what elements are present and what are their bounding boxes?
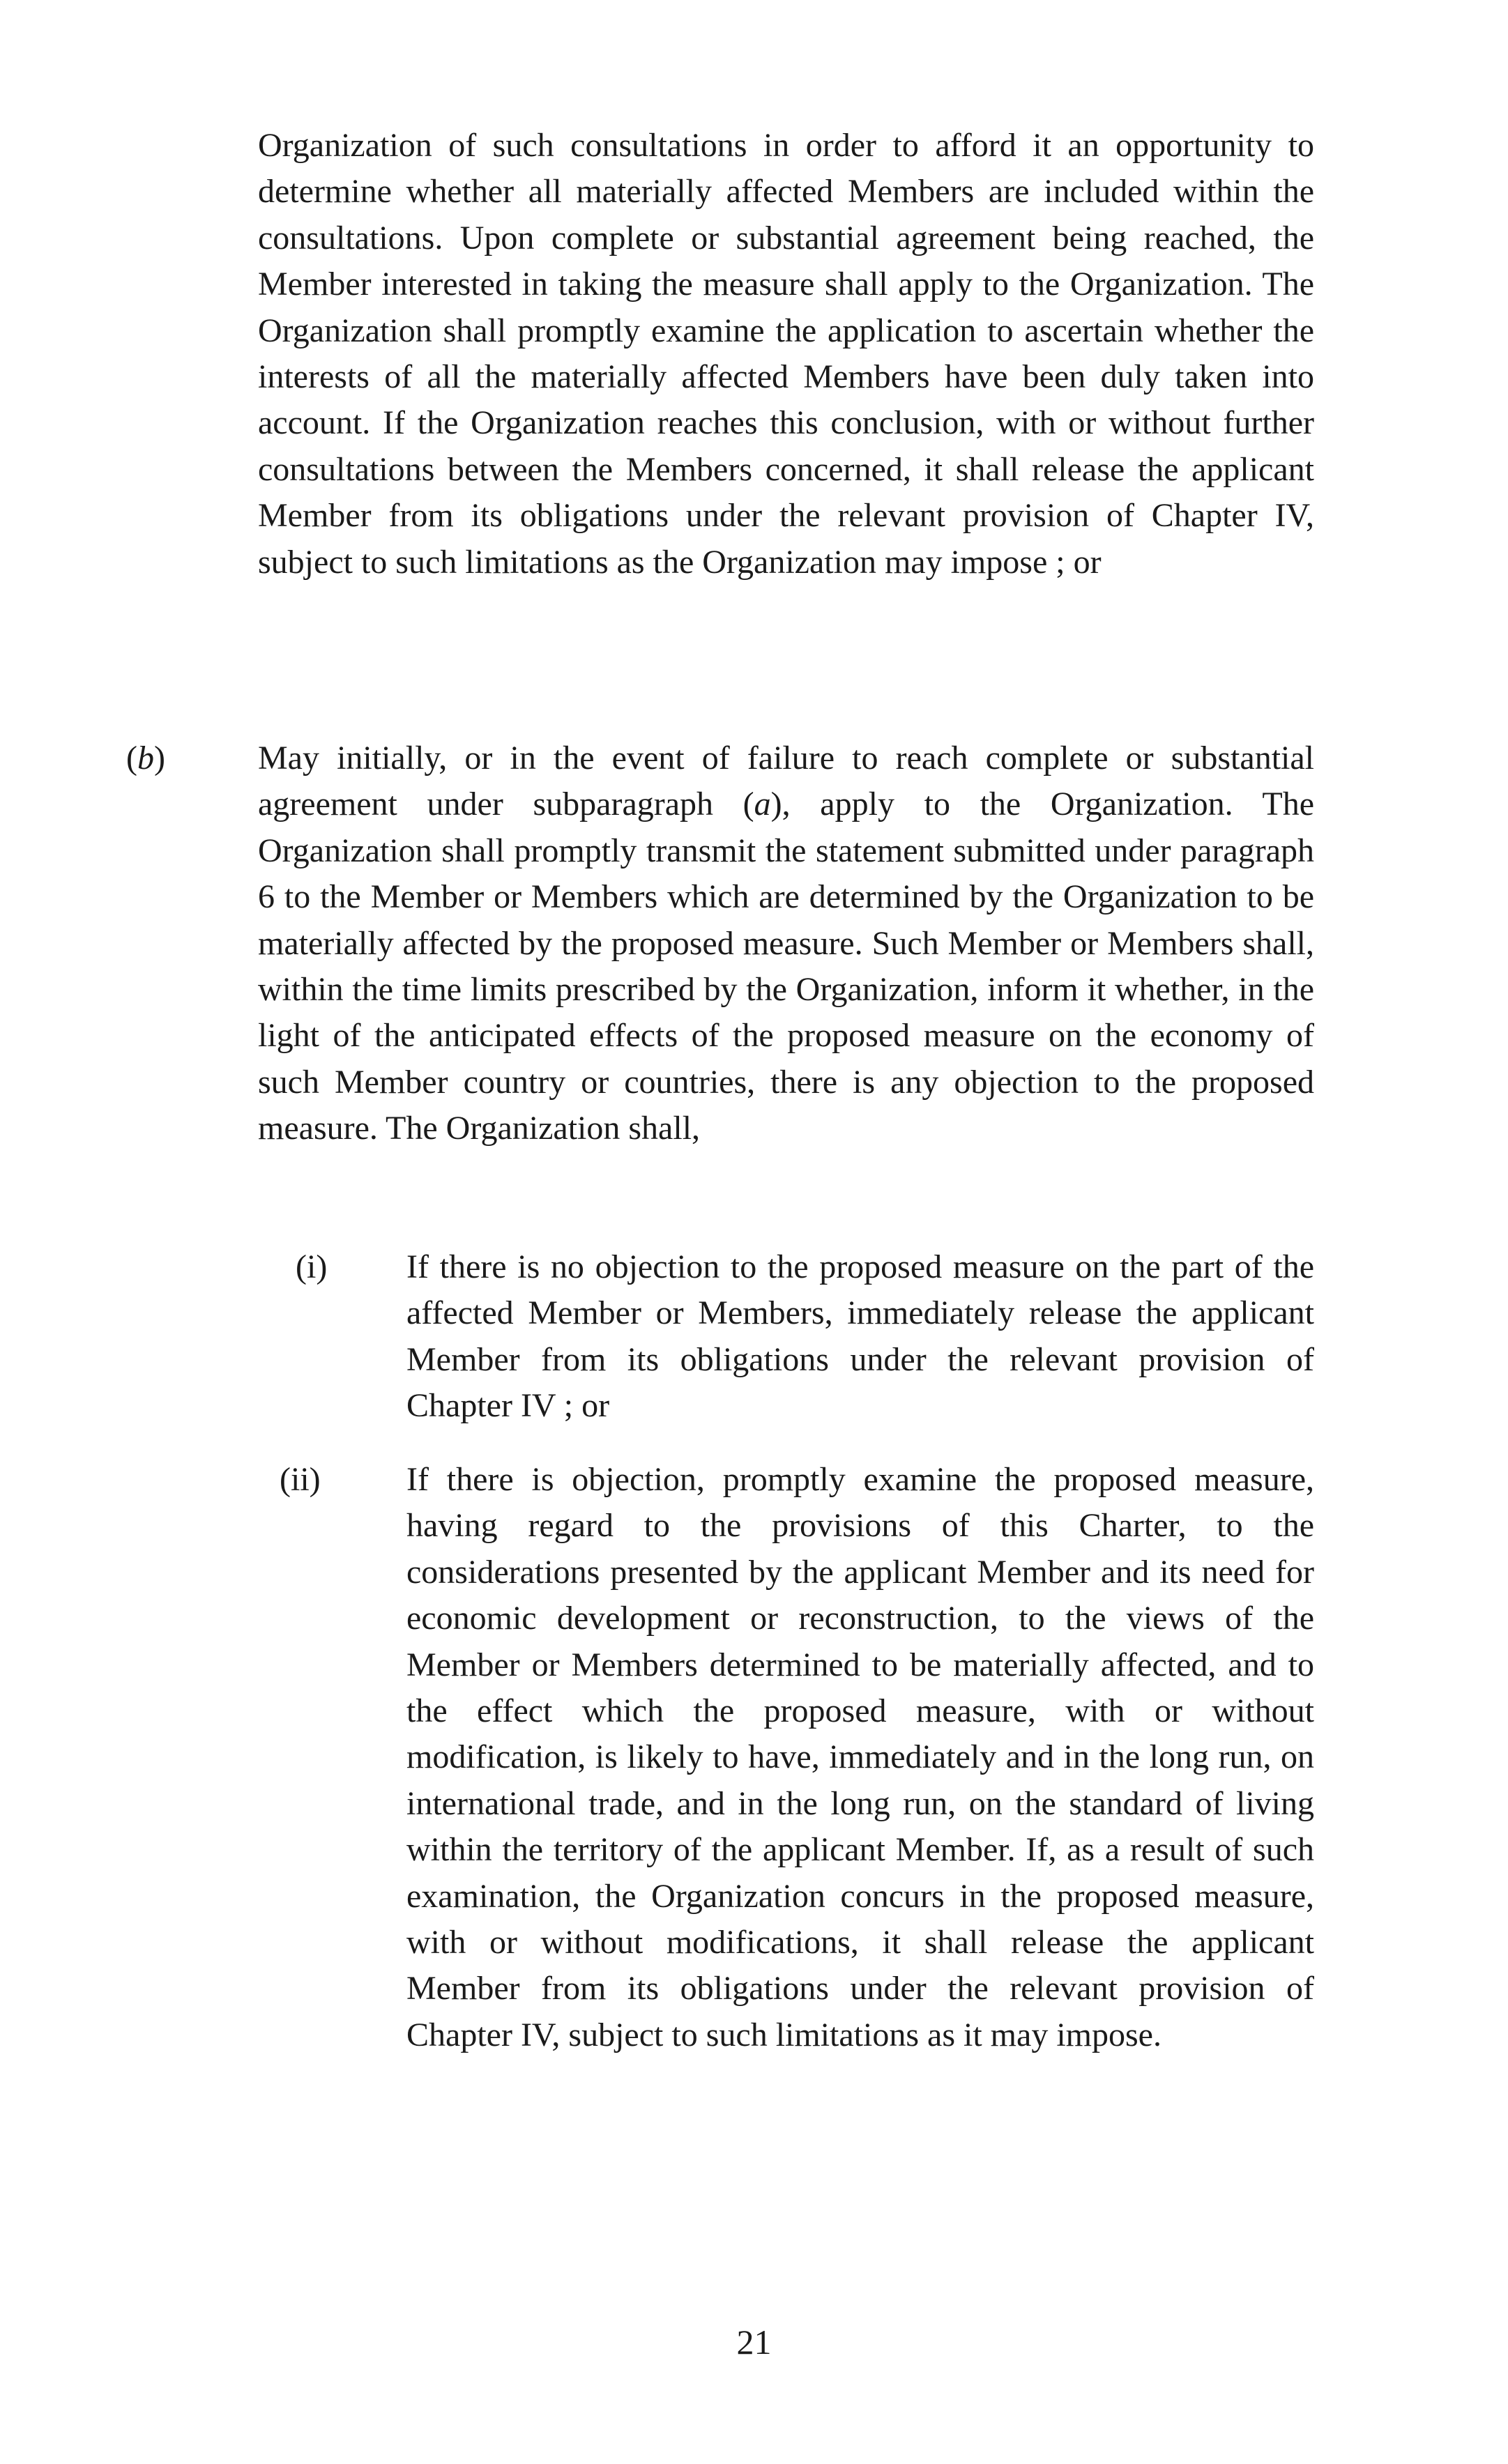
paragraph-b-subparagraph-ref: a — [754, 786, 771, 823]
subparagraph-i: If there is no objection to the proposed measure on the part of the affected Member or Members, immediately release the applicant Member from its obligations under the relevant provision of Chapter IV ; or — [406, 1248, 1314, 1425]
subparagraph-ii-label: (ii) — [280, 1461, 321, 1498]
paragraph-a-continuation: Organization of such consultations in order to afford it an opportunity to determine whether all materially affected Members are included within the consultations. Upon complete or substantial agreement being reached, the Member interested in taking the measure shall apply to the Organization. The Organization shall promptly examine the application to ascertain whether the interests of all the materially affected Members have been duly taken into account. If the Organization reaches this conclusion, with or without further consultations between the Members concerned, it shall release the applicant Member from its obligations under the relevant provision of Chapter IV, subject to such limitations as the Organization may impose ; or — [258, 127, 1314, 581]
subparagraph-ii: If there is objection, promptly examine the proposed measure, having regard to the provisions of this Charter, to the considerations presented by the applicant Member and its need for economic development or reconstruction, to the views of the Member or Members determined to be materially affected, and to the effect which the proposed measure, with or without modification, is likely to have, immediately and in the long run, on international trade, and in the long run, on the standard of living within the territory of the applicant Member. If, as a result of such examination, the Organization concurs in the proposed measure, with or without modifications, it shall release the applicant Member from its obligations under the relevant provision of Chapter IV, subject to such limitations as it may impose. — [406, 1461, 1314, 2053]
paragraph-b — [258, 735, 1314, 1152]
page-number: 21 — [736, 2323, 772, 2362]
subparagraph-i-label: (i) — [296, 1248, 328, 1285]
paragraph-b-text-start: May initially, or in the event of failure to reach complete or substantial agreement under subparagraph ( — [258, 740, 1314, 823]
paragraph-b-text-end: ), apply to the Organization. The Organization shall promptly transmit the statement submitted under paragraph 6 to the Member or Members which are determined by the Organization to be materially affected by the proposed measure. Such Member or Members shall, within the time limits prescribed by the Organization, inform it whether, in the light of the anticipated effects of the proposed measure on the economy of such Member country or countries, there is any objection to the proposed measure. The Organization shall, — [258, 786, 1314, 1147]
paragraph-b-label: (b) — [126, 740, 165, 776]
paragraph-b-label-letter: b — [137, 740, 154, 776]
